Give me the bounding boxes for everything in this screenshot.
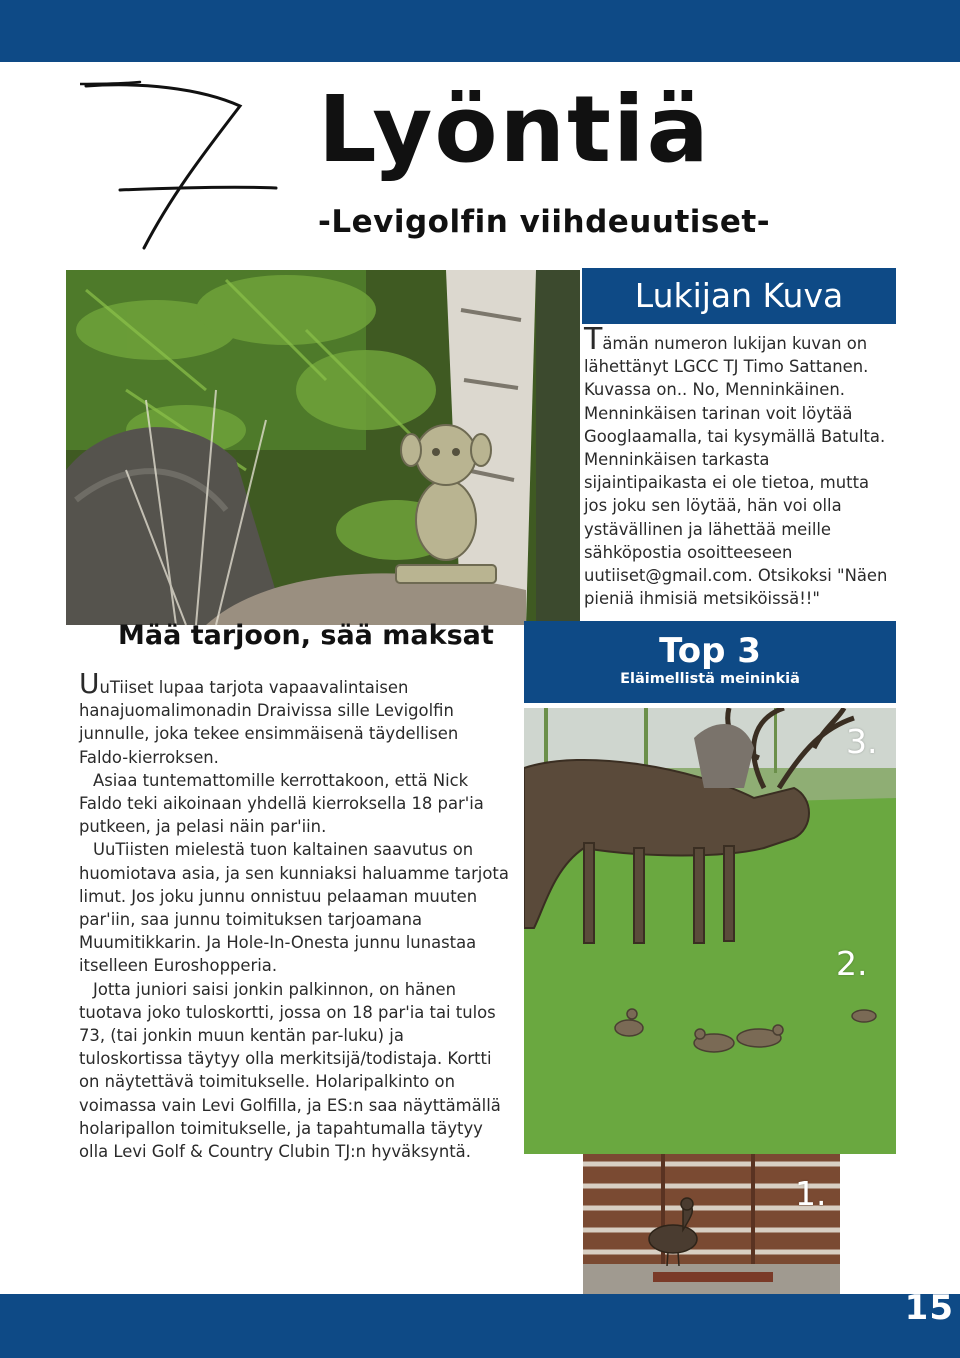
article-paragraph-text: uTiiset lupaa tarjota vapaavalintaisen hanajuomalimonadin Draivissa sille Levigolfin junnulle, joka tekee ensimmäisenä täydellisen Faldo-kierroksen. xyxy=(79,678,459,767)
article-paragraph: Asiaa tuntemattomille kerrottakoon, että Nick Faldo teki aikoinaan yhdellä kierroksella 18 par'ia putkeen, ja pelasi näin par'iin. xyxy=(79,770,484,837)
bottom-banner xyxy=(0,1294,960,1358)
rank-2-label: 2. xyxy=(836,944,868,983)
rank-3-label: 3. xyxy=(846,722,878,761)
issue-number-logo xyxy=(80,78,280,253)
reader-dropcap: T xyxy=(584,322,603,357)
troll-statue-photo xyxy=(66,270,580,625)
article-paragraph: UuTiisten mielestä tuon kaltainen saavutus on huomiotava asia, ja sen kunniaksi haluamme tarjota limut. Jos joku junnu onnistuu pelaaman muuten par'iin, saa junnu toimituksen tarjoamana Muumitikkarin. Ja Hole-In-Onesta junnu lunastaa itselleen Euroshopperia. xyxy=(79,840,509,976)
article-body xyxy=(79,667,509,1163)
reader-photo-text xyxy=(584,322,896,610)
top3-title: Top 3 xyxy=(659,631,761,671)
reader-photo-heading: Lukijan Kuva xyxy=(582,268,896,324)
article-title: Mää tarjoon, sää maksat xyxy=(118,620,494,651)
article-dropcap: U xyxy=(79,667,100,700)
reader-photo-body: ämän numeron lukijan kuvan on lähettänyt LGCC TJ Timo Sattanen. Kuvassa on.. No, Menninkäinen. Menninkäisen tarinan voit löytää Googlaamalla, tai kysymällä Batulta. Menninkäisen tarkasta sijaintipaikasta ei ole tietoa, mutta jos joku sen löytää, hän voi olla ystävällinen ja lähettää meille sähköpostia osoitteeseen uutiiset@gmail.com. Otsikoksi "Näen pieniä ihmisiä metsiköissä!!" xyxy=(584,334,888,609)
top-banner xyxy=(0,0,960,62)
masthead-subtitle: -Levigolfin viihdeuutiset- xyxy=(318,204,771,240)
article-paragraph: Jotta juniori saisi jonkin palkinnon, on hänen tuotava joko tuloskortti, jossa on 18 par'ia tai tulos 73, (tai jonkin muun kentän par-luku) ja tuloskortissa täytyy olla merkitsijä/todistaja. Kortti on näytettävä toimitukselle. Holaripalkinto on voimassa vain Levi Golfilla, ja ES:n saa näyttämällä holaripallon toimitukselle, ja tapahtumalla täytyy olla Levi Golf & Country Clubin TJ:n hyväksyntä. xyxy=(79,979,501,1162)
masthead-title: Lyöntiä xyxy=(318,76,711,183)
reindeer-and-ducks-photo xyxy=(524,708,896,1154)
top3-heading-box xyxy=(524,621,896,703)
rank-1-label: 1. xyxy=(795,1174,827,1213)
page-number: 15 xyxy=(904,1288,954,1328)
article-paragraph xyxy=(79,667,509,769)
top3-subtitle: Eläimellistä meininkiä xyxy=(620,671,800,687)
